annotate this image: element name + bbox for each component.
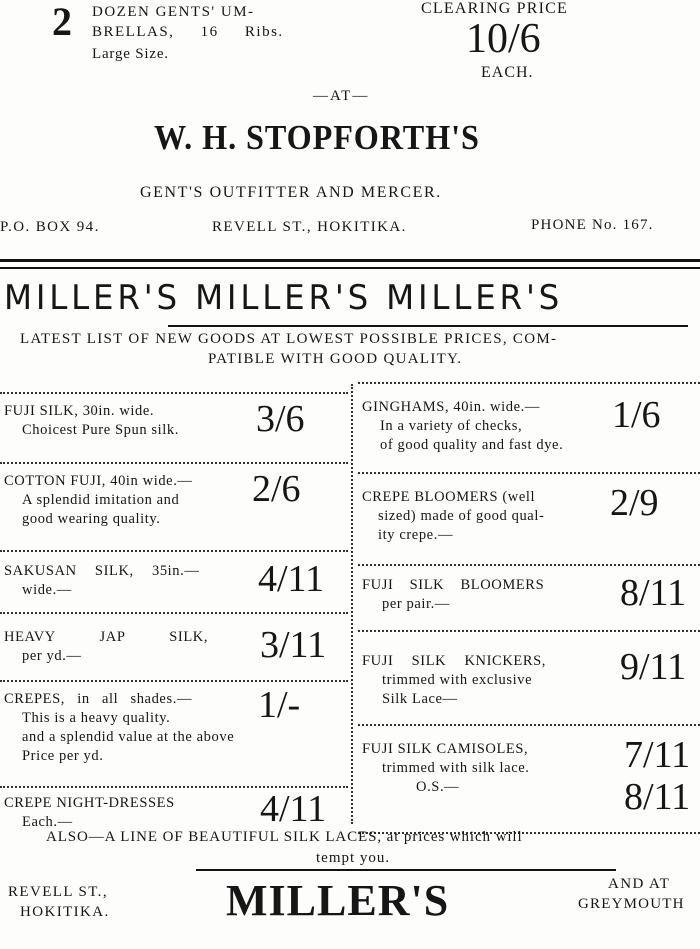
store-phone: PHONE No. 167.: [531, 217, 654, 233]
item-title: GINGHAMS, 40in. wide.—: [362, 399, 540, 415]
item-title: CREPES, in all shades.—: [4, 691, 193, 707]
item-detail: Price per yd.: [22, 748, 104, 764]
left-separator-3: [0, 550, 348, 552]
item-price-os: 8/11: [624, 776, 691, 818]
item-detail: per pair.—: [382, 596, 451, 612]
item-title: FUJI SILK CAMISOLES,: [362, 741, 529, 757]
list-item: [362, 652, 546, 709]
item-price: 3/6: [256, 398, 305, 440]
list-item: [362, 488, 544, 545]
list-item: [362, 740, 530, 797]
left-separator-1: [0, 392, 348, 394]
left-separator-2: [0, 462, 348, 464]
item-detail: of good quality and fast dye.: [380, 437, 564, 453]
item-detail: wide.—: [22, 582, 72, 598]
item-price: 7/11: [624, 734, 691, 776]
at-divider-text: —AT—: [313, 88, 370, 104]
right-separator-4: [358, 630, 700, 632]
item-detail: Each.—: [22, 814, 73, 830]
list-item: [4, 472, 193, 529]
store-address: REVELL ST., HOKITIKA.: [212, 219, 407, 235]
intro-line-1: LATEST LIST OF NEW GOODS AT LOWEST POSSIBLE PRICES, COM-: [20, 331, 558, 347]
list-item: [4, 690, 234, 766]
item-title: SAKUSAN SILK, 35in.—: [4, 563, 200, 579]
clearing-price: 10/6: [466, 16, 541, 62]
item-title: COTTON FUJI, 40in wide.—: [4, 473, 193, 489]
laces-line-1: ALSO—A LINE OF BEAUTIFUL SILK LACES, at prices which will: [46, 829, 523, 845]
list-item: [362, 398, 563, 455]
ad-separator-top: [0, 259, 700, 262]
item-price: 2/9: [610, 482, 659, 524]
clearing-each: EACH.: [481, 64, 534, 81]
item-detail: sized) made of good qual-: [378, 508, 545, 524]
footer-rule: [196, 869, 616, 871]
item-title: FUJI SILK BLOOMERS: [362, 577, 545, 593]
store-name: W. H. STOPFORTH'S: [154, 118, 480, 157]
footer-branch-1: AND AT: [608, 876, 671, 892]
list-item: [4, 562, 200, 600]
footer-address-2: HOKITIKA.: [20, 904, 110, 920]
item-price: 4/11: [260, 788, 327, 830]
po-box: P.O. BOX 94.: [0, 219, 100, 235]
item-price: 1/-: [258, 684, 301, 726]
ad-separator-bottom: [0, 267, 700, 269]
umbrella-line-2: BRELLAS, 16 Ribs.: [92, 24, 284, 40]
banner-underline: [168, 325, 688, 327]
right-separator-1: [358, 382, 700, 384]
item-detail: A splendid imitation and: [22, 492, 180, 508]
item-detail: Silk Lace—: [382, 691, 458, 707]
item-detail: per yd.—: [22, 648, 82, 664]
footer-address-1: REVELL ST.,: [8, 884, 108, 900]
item-title: FUJI SILK, 30in. wide.: [4, 403, 155, 419]
item-title: FUJI SILK KNICKERS,: [362, 653, 547, 669]
item-price: 1/6: [612, 394, 661, 436]
item-detail: good wearing quality.: [22, 511, 161, 527]
intro-line-2: PATIBLE WITH GOOD QUALITY.: [208, 351, 463, 367]
item-detail: ity crepe.—: [378, 527, 454, 543]
right-separator-5: [358, 724, 700, 726]
item-price: 4/11: [258, 558, 325, 600]
umbrella-count: 2: [52, 0, 72, 44]
column-divider: [351, 384, 353, 824]
right-separator-3: [358, 564, 700, 566]
item-title: HEAVY JAP SILK,: [4, 629, 209, 645]
item-detail: Choicest Pure Spun silk.: [22, 422, 179, 438]
list-item: [362, 576, 544, 614]
left-separator-5: [0, 680, 348, 682]
item-title: CREPE NIGHT-DRESSES: [4, 795, 175, 811]
item-detail: and a splendid value at the above: [22, 729, 235, 745]
list-item: [4, 402, 179, 440]
millers-banner: MILLER'S MILLER'S MILLER'S: [4, 278, 564, 318]
right-separator-2: [358, 472, 700, 474]
item-detail: In a variety of checks,: [380, 418, 523, 434]
item-detail: trimmed with silk lace.: [382, 760, 530, 776]
list-item: [4, 628, 208, 666]
umbrella-line-3: Large Size.: [92, 46, 169, 62]
item-price: 2/6: [252, 468, 301, 510]
item-price: 9/11: [620, 646, 687, 688]
item-detail: O.S.—: [416, 779, 460, 795]
item-detail: This is a heavy quality.: [22, 710, 171, 726]
left-separator-4: [0, 612, 348, 614]
store-trade: GENT'S OUTFITTER AND MERCER.: [140, 184, 442, 201]
item-price: 3/11: [260, 624, 327, 666]
item-detail: trimmed with exclusive: [382, 672, 533, 688]
footer-store-name: MILLER'S: [226, 876, 450, 925]
item-price: 8/11: [620, 572, 687, 614]
item-title: CREPE BLOOMERS (well: [362, 489, 536, 505]
clearing-price-label: CLEARING PRICE: [421, 0, 569, 17]
umbrella-line-1: DOZEN GENTS' UM-: [92, 4, 255, 20]
footer-branch-2: GREYMOUTH: [578, 896, 685, 912]
list-item: [4, 794, 175, 832]
laces-line-2: tempt you.: [316, 850, 391, 866]
